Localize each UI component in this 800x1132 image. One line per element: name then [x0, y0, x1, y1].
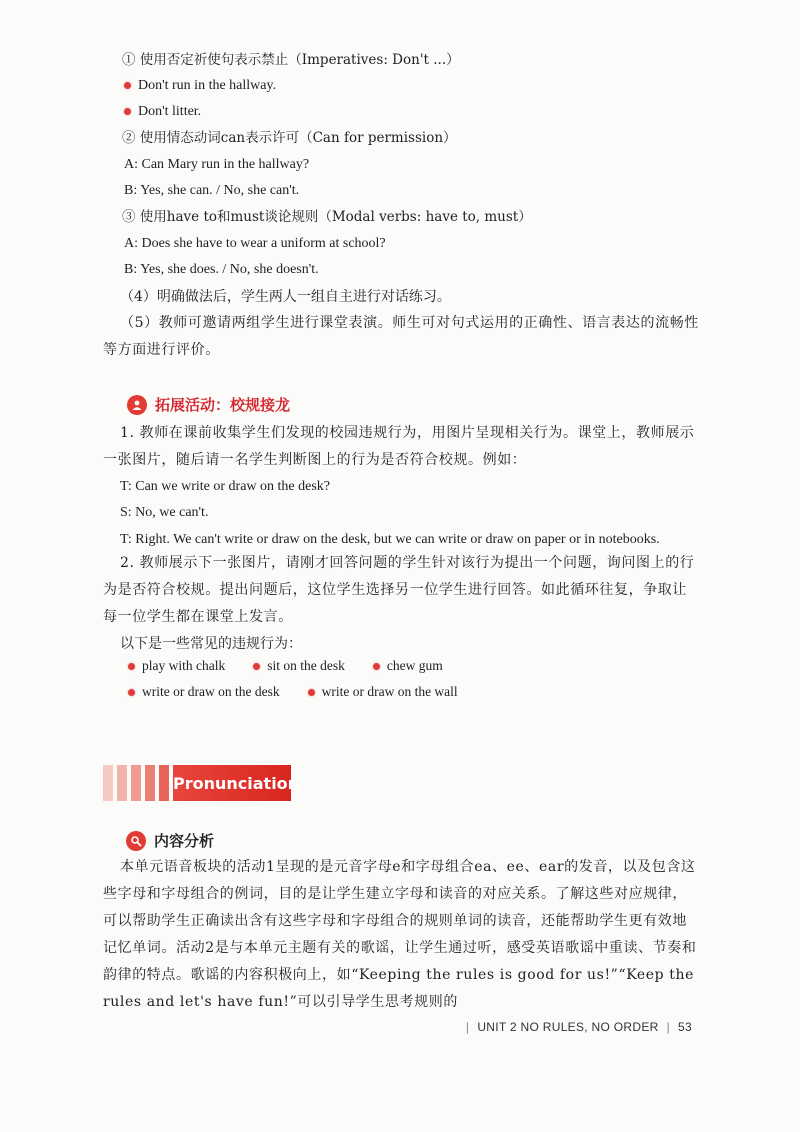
dialogue-line: T: Right. We can't write or draw on the desk, but we can write or draw on paper or in notebooks. — [120, 532, 660, 547]
banner-stripe — [117, 765, 127, 801]
imperatives-title: ① 使用否定祈使句表示禁止（Imperatives: Don't ...） — [122, 52, 460, 68]
bullet-dot — [128, 689, 135, 696]
dialogue-line: B: Yes, she can. / No, she can't. — [124, 183, 300, 198]
list-item: play with chalk — [128, 658, 225, 674]
bullet-dot — [128, 663, 135, 670]
extension-step-2: 2. 教师展示下一张图片，请刚才回答问题的学生针对该行为提出一个问题，询问图上的行为是否符合校规。提出问题后，这位学生选择另一位学生进行回答。如此循环往复，争取让每一位学生都在课堂上发言。 — [103, 555, 695, 625]
analysis-heading — [126, 830, 214, 851]
bullet-dot — [124, 108, 131, 115]
section-title: Pronunciation — [173, 765, 291, 801]
step-5: （5）教师可邀请两组学生进行课堂表演。师生可对句式运用的正确性、语言表达的流畅性等方面进行评价。 — [103, 315, 699, 358]
example-line: Don't litter. — [124, 102, 201, 122]
list-item: chew gum — [373, 658, 443, 674]
list-intro: 以下是一些常见的违规行为： — [120, 636, 302, 652]
footer-divider: | — [666, 1020, 671, 1034]
page-number: 53 — [678, 1020, 692, 1034]
dialogue-line: S: No, we can't. — [120, 505, 209, 520]
extension-heading-text: 拓展活动：校规接龙 — [155, 396, 291, 414]
example-line: Don't run in the hallway. — [124, 76, 276, 96]
can-permission-title: ② 使用情态动词can表示许可（Can for permission） — [122, 130, 457, 146]
banner-stripe — [131, 765, 141, 801]
banner-stripe — [159, 765, 169, 801]
banner-stripe — [103, 765, 113, 801]
bullet-dot — [308, 689, 315, 696]
analysis-paragraph: 本单元语音板块的活动1呈现的是元音字母e和字母组合ea、ee、ear的发音，以及包含这些字母和字母组合的例词，目的是让学生建立字母和读音的对应关系。了解这些对应规律，可以帮助学生正确读出含有这些字母和字母组合的规则单词的读音，还能帮助学生更有效地记忆单词。活动2是与本单元主题有关的歌谣，让学生通过听，感受英语歌谣中重读、节奏和韵律的特点。歌谣的内容积极向上，如“Keeping the rules is good for us!”“Keep the rules and let's have fun!”可以引导学生思考规则的 — [103, 859, 697, 1010]
extension-heading — [127, 394, 290, 415]
analysis-heading-text: 内容分析 — [154, 832, 215, 850]
footer-unit: UNIT 2 NO RULES, NO ORDER — [477, 1020, 659, 1034]
list-item: write or draw on the wall — [308, 684, 458, 700]
dialogue-line: A: Can Mary run in the hallway? — [124, 157, 310, 172]
bullet-dot — [124, 82, 131, 89]
violations-row-2 — [128, 684, 486, 700]
dialogue-line: B: Yes, she does. / No, she doesn't. — [124, 262, 319, 277]
activity-icon — [127, 395, 147, 415]
extension-step-1: 1. 教师在课前收集学生们发现的校园违规行为，用图片呈现相关行为。课堂上，教师展示一张图片，随后请一名学生判断图上的行为是否符合校规。例如： — [103, 425, 695, 468]
step-4: （4）明确做法后，学生两人一组自主进行对话练习。 — [120, 289, 451, 305]
magnifier-icon — [126, 831, 146, 851]
footer-divider: | — [465, 1020, 470, 1034]
section-banner — [103, 765, 300, 801]
bullet-dot — [373, 663, 380, 670]
bullet-dot — [253, 663, 260, 670]
dialogue-line: A: Does she have to wear a uniform at school? — [124, 236, 386, 251]
banner-stripe — [145, 765, 155, 801]
modal-verbs-title: ③ 使用have to和must谈论规则（Modal verbs: have to, must） — [122, 209, 532, 225]
list-item: write or draw on the desk — [128, 684, 280, 700]
violations-row-1 — [128, 658, 471, 674]
list-item: sit on the desk — [253, 658, 345, 674]
dialogue-line: T: Can we write or draw on the desk? — [120, 479, 331, 494]
page-footer — [458, 1020, 692, 1034]
